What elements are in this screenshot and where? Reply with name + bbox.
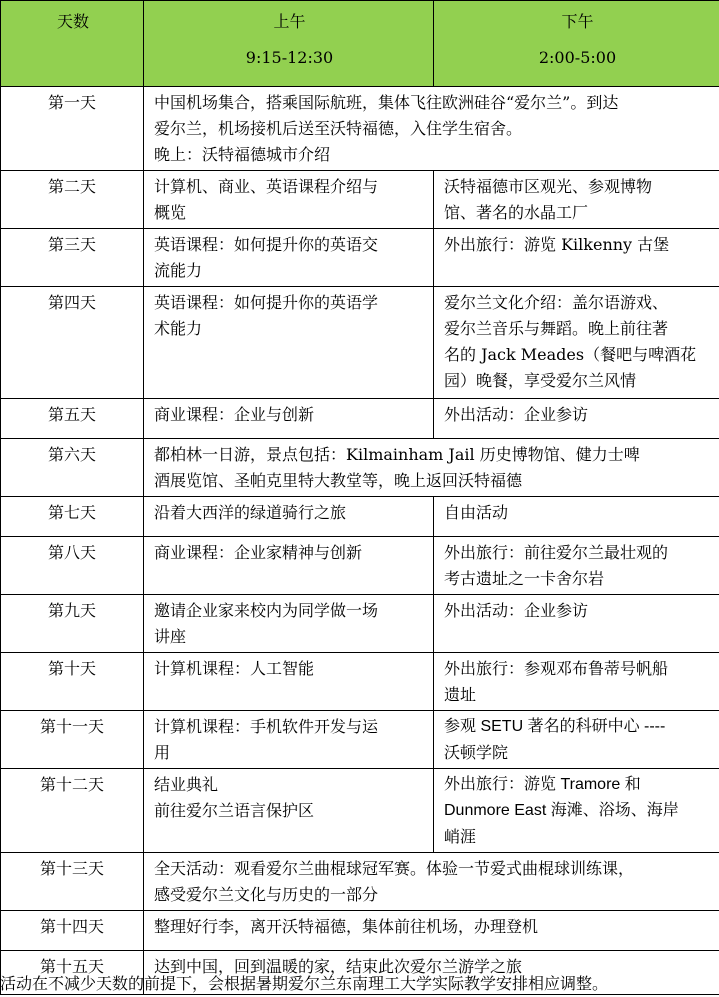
day-cell: 第五天 <box>1 399 144 439</box>
cell-line: 讲座 <box>154 627 187 646</box>
cell-line: Dunmore East 海滩、浴场、海岸 <box>444 802 679 819</box>
cell-line: 术能力 <box>154 319 203 338</box>
cell-line: 爱尔兰文化介绍：盖尔语游戏、 <box>444 293 669 312</box>
cell-line: 沃顿学院 <box>444 743 509 762</box>
day-cell: 第六天 <box>1 439 144 497</box>
cell-line: 外出活动：企业参访 <box>444 601 589 620</box>
cell-line: 名的 Jack Meades（餐吧与啤酒花 <box>444 345 697 364</box>
afternoon-cell <box>434 171 719 229</box>
header-morning-time: 9:15-12:30 <box>245 48 334 67</box>
day-cell: 第二天 <box>1 171 144 229</box>
cell-line: 感受爱尔兰文化与历史的一部分 <box>154 885 379 904</box>
cell-line: 考古遗址之一卡舍尔岩 <box>444 569 605 588</box>
table-row <box>1 287 719 399</box>
table-row <box>1 853 719 911</box>
cell-line: 外出活动：企业参访 <box>444 405 589 424</box>
cell-line: 自由活动 <box>444 503 509 522</box>
header-morning <box>144 1 434 87</box>
cell-line: 外出旅行：游览 Kilkenny 古堡 <box>444 235 670 254</box>
day-cell: 第十三天 <box>1 853 144 911</box>
full-day-cell <box>144 439 719 497</box>
footer-note: 活动在不减少天数的前提下，会根据暑期爱尔兰东南理工大学实际教学安排相应调整。 <box>0 974 609 993</box>
day-cell: 第一天 <box>1 87 144 171</box>
afternoon-cell <box>434 711 719 769</box>
cell-line: 整理好行李，离开沃特福德，集体前往机场，办理登机 <box>154 917 539 936</box>
morning-cell <box>144 769 434 853</box>
full-day-cell <box>144 87 719 171</box>
cell-line: 都柏林一日游，景点包括：Kilmainham Jail 历史博物馆、健力士啤 <box>154 445 640 464</box>
table-row <box>1 911 719 951</box>
cell-line: 沿着大西洋的绿道骑行之旅 <box>154 503 347 522</box>
cell-line: 遗址 <box>444 685 477 704</box>
table-row <box>1 595 719 653</box>
header-morning-label: 上午 <box>273 12 306 31</box>
day-cell: 第四天 <box>1 287 144 399</box>
day-cell: 第三天 <box>1 229 144 287</box>
morning-cell <box>144 497 434 537</box>
morning-cell <box>144 399 434 439</box>
full-day-cell <box>144 853 719 911</box>
cell-line: 计算机课程：手机软件开发与运 <box>154 717 379 736</box>
table-row <box>1 229 719 287</box>
cell-line: 全天活动：观看爱尔兰曲棍球冠军赛。体验一节爱式曲棍球训练课， <box>154 859 635 878</box>
full-day-cell <box>144 911 719 951</box>
afternoon-cell <box>434 595 719 653</box>
afternoon-cell <box>434 497 719 537</box>
table-row <box>1 497 719 537</box>
cell-line: 爱尔兰，机场接机后送至沃特福德，入住学生宿舍。 <box>154 119 523 138</box>
afternoon-cell <box>434 769 719 853</box>
morning-cell <box>144 653 434 711</box>
day-cell: 第十天 <box>1 653 144 711</box>
header-afternoon-time: 2:00-5:00 <box>538 48 617 67</box>
cell-line: 计算机、商业、英语课程介绍与 <box>154 177 379 196</box>
cell-line: 达到中国，回到温暖的家，结束此次爱尔兰游学之旅 <box>154 957 523 976</box>
day-cell: 第八天 <box>1 537 144 595</box>
morning-cell <box>144 171 434 229</box>
morning-cell <box>144 229 434 287</box>
cell-line: 概览 <box>154 203 187 222</box>
morning-cell <box>144 537 434 595</box>
afternoon-cell <box>434 229 719 287</box>
day-cell: 第十四天 <box>1 911 144 951</box>
cell-line: 商业课程：企业与创新 <box>154 405 315 424</box>
afternoon-cell <box>434 399 719 439</box>
table-row <box>1 769 719 853</box>
cell-line: 参观 SETU 著名的科研中心 ---- <box>444 718 666 735</box>
cell-line: 英语课程：如何提升你的英语交 <box>154 235 379 254</box>
afternoon-cell <box>434 653 719 711</box>
table-row <box>1 87 719 171</box>
day-cell: 第十一天 <box>1 711 144 769</box>
cell-line: 外出旅行：前往爱尔兰最壮观的 <box>444 543 669 562</box>
cell-line: 外出旅行：参观邓布鲁蒂号帆船 <box>444 659 669 678</box>
cell-line: 爱尔兰音乐与舞蹈。晚上前往著 <box>444 319 669 338</box>
cell-line: 外出旅行：游览 Tramore 和 <box>444 776 641 793</box>
table-row <box>1 171 719 229</box>
header-afternoon <box>434 1 719 87</box>
afternoon-cell <box>434 287 719 399</box>
cell-line: 邀请企业家来校内为同学做一场 <box>154 601 379 620</box>
cell-line: 晚上：沃特福德城市介绍 <box>154 145 331 164</box>
table-row <box>1 399 719 439</box>
cell-line: 英语课程：如何提升你的英语学 <box>154 293 379 312</box>
cell-line: 峭涯 <box>444 827 477 846</box>
header-day <box>1 1 144 87</box>
morning-cell <box>144 711 434 769</box>
cell-line: 用 <box>154 743 171 762</box>
table-row <box>1 711 719 769</box>
cell-line: 中国机场集合，搭乘国际航班，集体飞往欧洲硅谷“爱尔兰”。到达 <box>154 93 619 112</box>
cell-line: 流能力 <box>154 261 203 280</box>
cell-line: 酒展览馆、圣帕克里特大教堂等，晚上返回沃特福德 <box>154 471 523 490</box>
table-row <box>1 653 719 711</box>
cell-line: 前往爱尔兰语言保护区 <box>154 801 315 820</box>
header-afternoon-label: 下午 <box>561 12 594 31</box>
day-cell: 第十二天 <box>1 769 144 853</box>
day-cell: 第九天 <box>1 595 144 653</box>
morning-cell <box>144 287 434 399</box>
day-cell: 第七天 <box>1 497 144 537</box>
cell-line: 结业典礼 <box>154 775 219 794</box>
cell-line: 园）晚餐，享受爱尔兰风情 <box>444 371 637 390</box>
day-cell: 第十五天 <box>1 951 144 995</box>
morning-cell <box>144 595 434 653</box>
afternoon-cell <box>434 537 719 595</box>
table-row <box>1 537 719 595</box>
cell-line: 馆、著名的水晶工厂 <box>444 203 589 222</box>
cell-line: 计算机课程：人工智能 <box>154 659 315 678</box>
cell-line: 沃特福德市区观光、参观博物 <box>444 177 653 196</box>
header-row <box>1 1 719 87</box>
header-day-label: 天数 <box>56 12 89 31</box>
table-row <box>1 439 719 497</box>
cell-line: 商业课程：企业家精神与创新 <box>154 543 363 562</box>
